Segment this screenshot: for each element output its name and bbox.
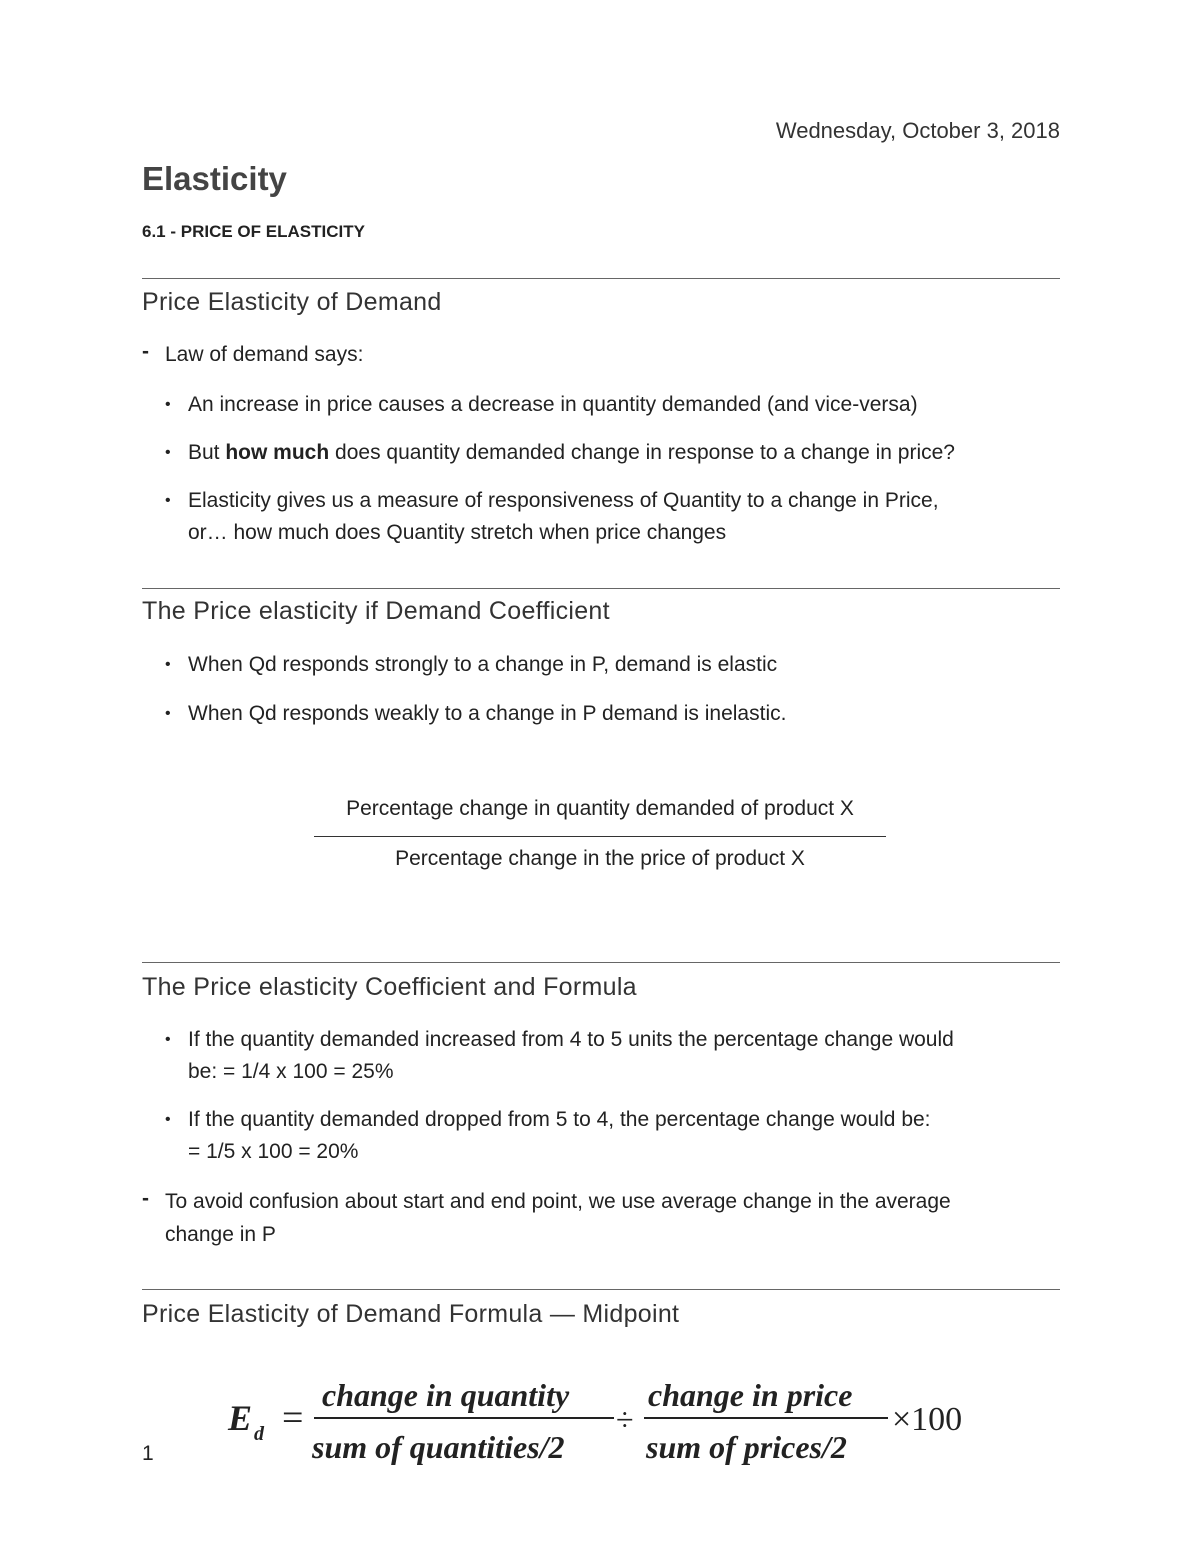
- bullet-text: If the quantity demanded increased from 4 to 5 units the percentage change would: [188, 1028, 954, 1051]
- formula-lhs-subscript: d: [254, 1423, 264, 1445]
- formula-numerator-price: change in price: [648, 1377, 853, 1413]
- midpoint-formula: [222, 1370, 982, 1480]
- bullet-text: When Qd responds weakly to a change in P demand is inelastic.: [188, 702, 787, 725]
- section-number-heading: 6.1 - PRICE OF ELASTICITY: [142, 222, 365, 241]
- bullet-text: Elasticity gives us a measure of responsiveness of Quantity to a change in Price,: [188, 489, 939, 512]
- section-heading-coefficient: The Price elasticity if Demand Coefficient: [142, 597, 610, 625]
- bullet-marker: •: [165, 1031, 171, 1048]
- dash-marker: -: [142, 1187, 149, 1210]
- formula-divide: ÷: [616, 1401, 634, 1437]
- bold-emphasis: how much: [225, 441, 330, 464]
- bullet-text-continued: be: = 1/4 x 100 = 25%: [188, 1060, 394, 1083]
- formula-times-100: ×100: [892, 1401, 963, 1438]
- section-divider: [142, 1289, 1060, 1290]
- bullet-text-post: does quantity demanded change in response to a change in price?: [329, 441, 955, 464]
- section-divider: [142, 278, 1060, 279]
- bullet-text: An increase in price causes a decrease in quantity demanded (and vice-versa): [188, 393, 918, 416]
- bullet-text-continued: or… how much does Quantity stretch when price changes: [188, 521, 727, 544]
- section-heading-formula: The Price elasticity Coefficient and Formula: [142, 973, 637, 1001]
- bullet-text-continued: = 1/5 x 100 = 20%: [188, 1140, 359, 1163]
- formula-numerator-quantity: change in quantity: [322, 1377, 570, 1413]
- bullet-marker: •: [165, 656, 171, 673]
- formula-equals: =: [282, 1397, 304, 1439]
- date-header: Wednesday, October 3, 2018: [775, 118, 1060, 143]
- formula-denominator-quantities: sum of quantities/2: [312, 1429, 565, 1465]
- dash-text-continued: change in P: [165, 1223, 276, 1246]
- fraction-bar: [314, 836, 886, 837]
- dash-text: To avoid confusion about start and end point, we use average change in the average: [165, 1190, 951, 1213]
- bullet-marker: •: [165, 396, 171, 413]
- page-number: 1: [142, 1442, 154, 1465]
- fraction-denominator: Percentage change in the price of product X: [395, 847, 805, 870]
- bullet-text-pre: But: [188, 441, 226, 464]
- bullet-marker: •: [165, 492, 171, 509]
- bullet-marker: •: [165, 444, 171, 461]
- fraction-numerator: Percentage change in quantity demanded of product X: [346, 797, 854, 820]
- bullet-text: If the quantity demanded dropped from 5 to 4, the percentage change would be:: [188, 1108, 931, 1131]
- page-title: Elasticity: [142, 160, 287, 197]
- bullet-marker: •: [165, 1111, 171, 1128]
- bullet-marker: •: [165, 705, 171, 722]
- section-heading-midpoint: Price Elasticity of Demand Formula — Midpoint: [142, 1300, 680, 1328]
- dash-marker: -: [142, 340, 149, 363]
- formula-denominator-prices: sum of prices/2: [646, 1429, 847, 1465]
- section-divider: [142, 962, 1060, 963]
- section-divider: [142, 588, 1060, 589]
- section-heading-price-elasticity: Price Elasticity of Demand: [142, 288, 442, 316]
- bullet-text: When Qd responds strongly to a change in P, demand is elastic: [188, 653, 778, 676]
- formula-lhs: E: [228, 1398, 253, 1438]
- bullet-text: [188, 441, 955, 465]
- law-of-demand-text: Law of demand says:: [165, 343, 364, 366]
